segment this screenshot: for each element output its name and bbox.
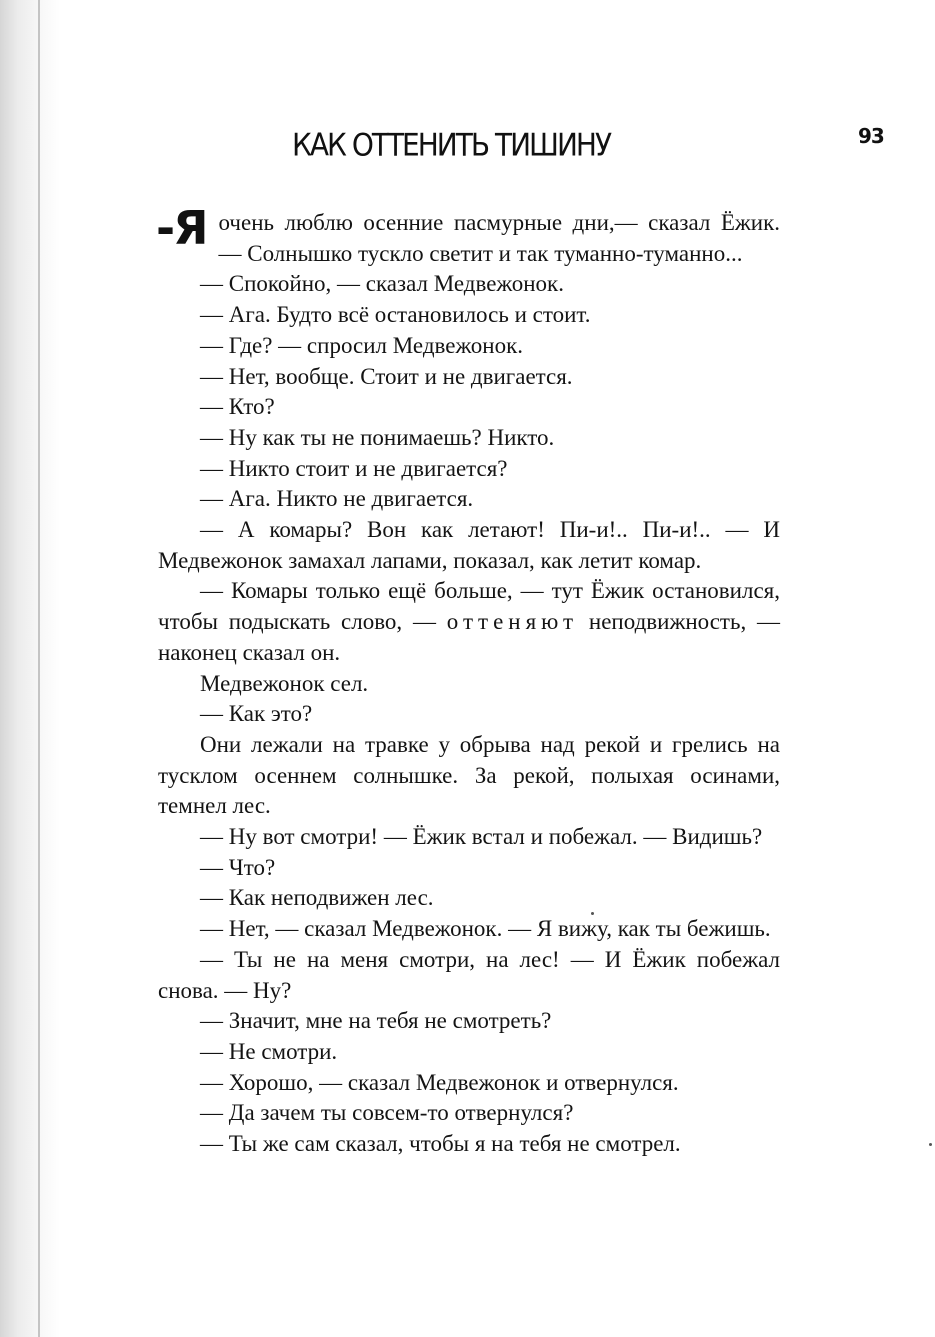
paragraph-text: — Нет, вообще. Стоит и не двигается. bbox=[200, 363, 573, 389]
paragraph-text: — Да зачем ты совсем-то отвернулся? bbox=[200, 1100, 574, 1126]
paragraph bbox=[158, 1129, 780, 1160]
paragraph bbox=[158, 914, 780, 945]
paragraph-text: очень люблю осенние пасмурные дни,— сказал Ёжик. — Солнышко тускло светит и так туманно-туманно... bbox=[218, 210, 780, 266]
paragraph-text: — Ага. Будто всё остановилось и стоит. bbox=[200, 302, 591, 328]
paragraph-text: — Ну как ты не понимаешь? Никто. bbox=[200, 424, 555, 450]
paragraph-text: — Как это? bbox=[200, 701, 313, 727]
body-text bbox=[156, 201, 781, 1160]
paragraph-text: — Нет, — сказал Медвежонок. — Я вижу, как ты бежишь. bbox=[200, 916, 771, 942]
paragraph-text: неподвижность, — наконец сказал он. bbox=[158, 609, 781, 665]
paragraph bbox=[158, 730, 780, 822]
paragraph bbox=[158, 454, 780, 485]
paragraph bbox=[158, 822, 780, 853]
paragraph-text: Они лежали на травке у обрыва над рекой и грелись на тусклом осеннем солнышке. За рекой, полыхая осинами, темнел лес. bbox=[158, 731, 780, 819]
paragraph-text: — Кто? bbox=[200, 394, 275, 420]
paragraph-text: — Спокойно, — сказал Медвежонок. bbox=[200, 271, 564, 297]
paragraph bbox=[158, 699, 780, 730]
paragraph-text: — Не смотри. bbox=[200, 1038, 338, 1064]
paragraph bbox=[158, 515, 780, 576]
paragraph-text: — Как неподвижен лес. bbox=[200, 885, 434, 911]
paragraph bbox=[158, 300, 780, 331]
paragraph bbox=[158, 1098, 780, 1129]
paragraph-text: — Где? — спросил Медвежонок. bbox=[200, 332, 524, 358]
paragraph-text: Медвежонок сел. bbox=[200, 670, 369, 696]
paragraph bbox=[158, 945, 780, 1006]
paragraph-text: — Комары только ещё больше, — тут Ёжик остановился, чтобы подыскать слово, — bbox=[158, 578, 780, 635]
paragraph bbox=[158, 853, 780, 884]
paragraph bbox=[158, 392, 780, 423]
paragraph bbox=[158, 1068, 780, 1099]
print-speck bbox=[591, 912, 594, 915]
paragraph-text: — Ну вот смотри! — Ёжик встал и побежал. — Видишь? bbox=[200, 824, 763, 850]
paragraph-text: — Ты же сам сказал, чтобы я на тебя не смотрел. bbox=[200, 1131, 681, 1157]
paragraph bbox=[158, 331, 780, 362]
paragraph bbox=[158, 576, 780, 668]
paragraph bbox=[158, 1037, 780, 1068]
paragraph bbox=[156, 201, 780, 269]
paragraph bbox=[158, 669, 780, 700]
paragraph bbox=[158, 269, 780, 300]
paragraph-text: — Ты не на меня смотри, на лес! — И Ёжик побежал снова. — Ну? bbox=[158, 946, 780, 1003]
paragraph bbox=[158, 484, 780, 515]
paragraph-text: — Ага. Никто не двигается. bbox=[200, 486, 474, 512]
paragraph-text: — Что? bbox=[200, 854, 276, 880]
paragraph bbox=[158, 362, 780, 393]
paragraph-text: — Никто стоит и не двигается? bbox=[200, 455, 508, 481]
paragraph-text: — Значит, мне на тебя не смотреть? bbox=[200, 1008, 552, 1034]
drop-cap: -Я bbox=[156, 201, 207, 255]
print-speck bbox=[929, 1143, 932, 1146]
paragraph bbox=[158, 1006, 780, 1037]
paragraph-text: — Хорошо, — сказал Медвежонок и отвернулся. bbox=[200, 1069, 679, 1095]
emphasized-word: оттеняют bbox=[446, 609, 579, 635]
chapter-title: КАК ОТТЕНИТЬ ТИШИНУ bbox=[292, 127, 611, 164]
paragraph bbox=[158, 883, 780, 914]
paragraph-text: — А комары? Вон как летают! Пи-и!.. Пи-и!.. — И Медвежонок замахал лапами, показал, как летит комар. bbox=[158, 517, 780, 573]
page-number: 93 bbox=[858, 124, 884, 148]
paragraph bbox=[158, 423, 780, 454]
